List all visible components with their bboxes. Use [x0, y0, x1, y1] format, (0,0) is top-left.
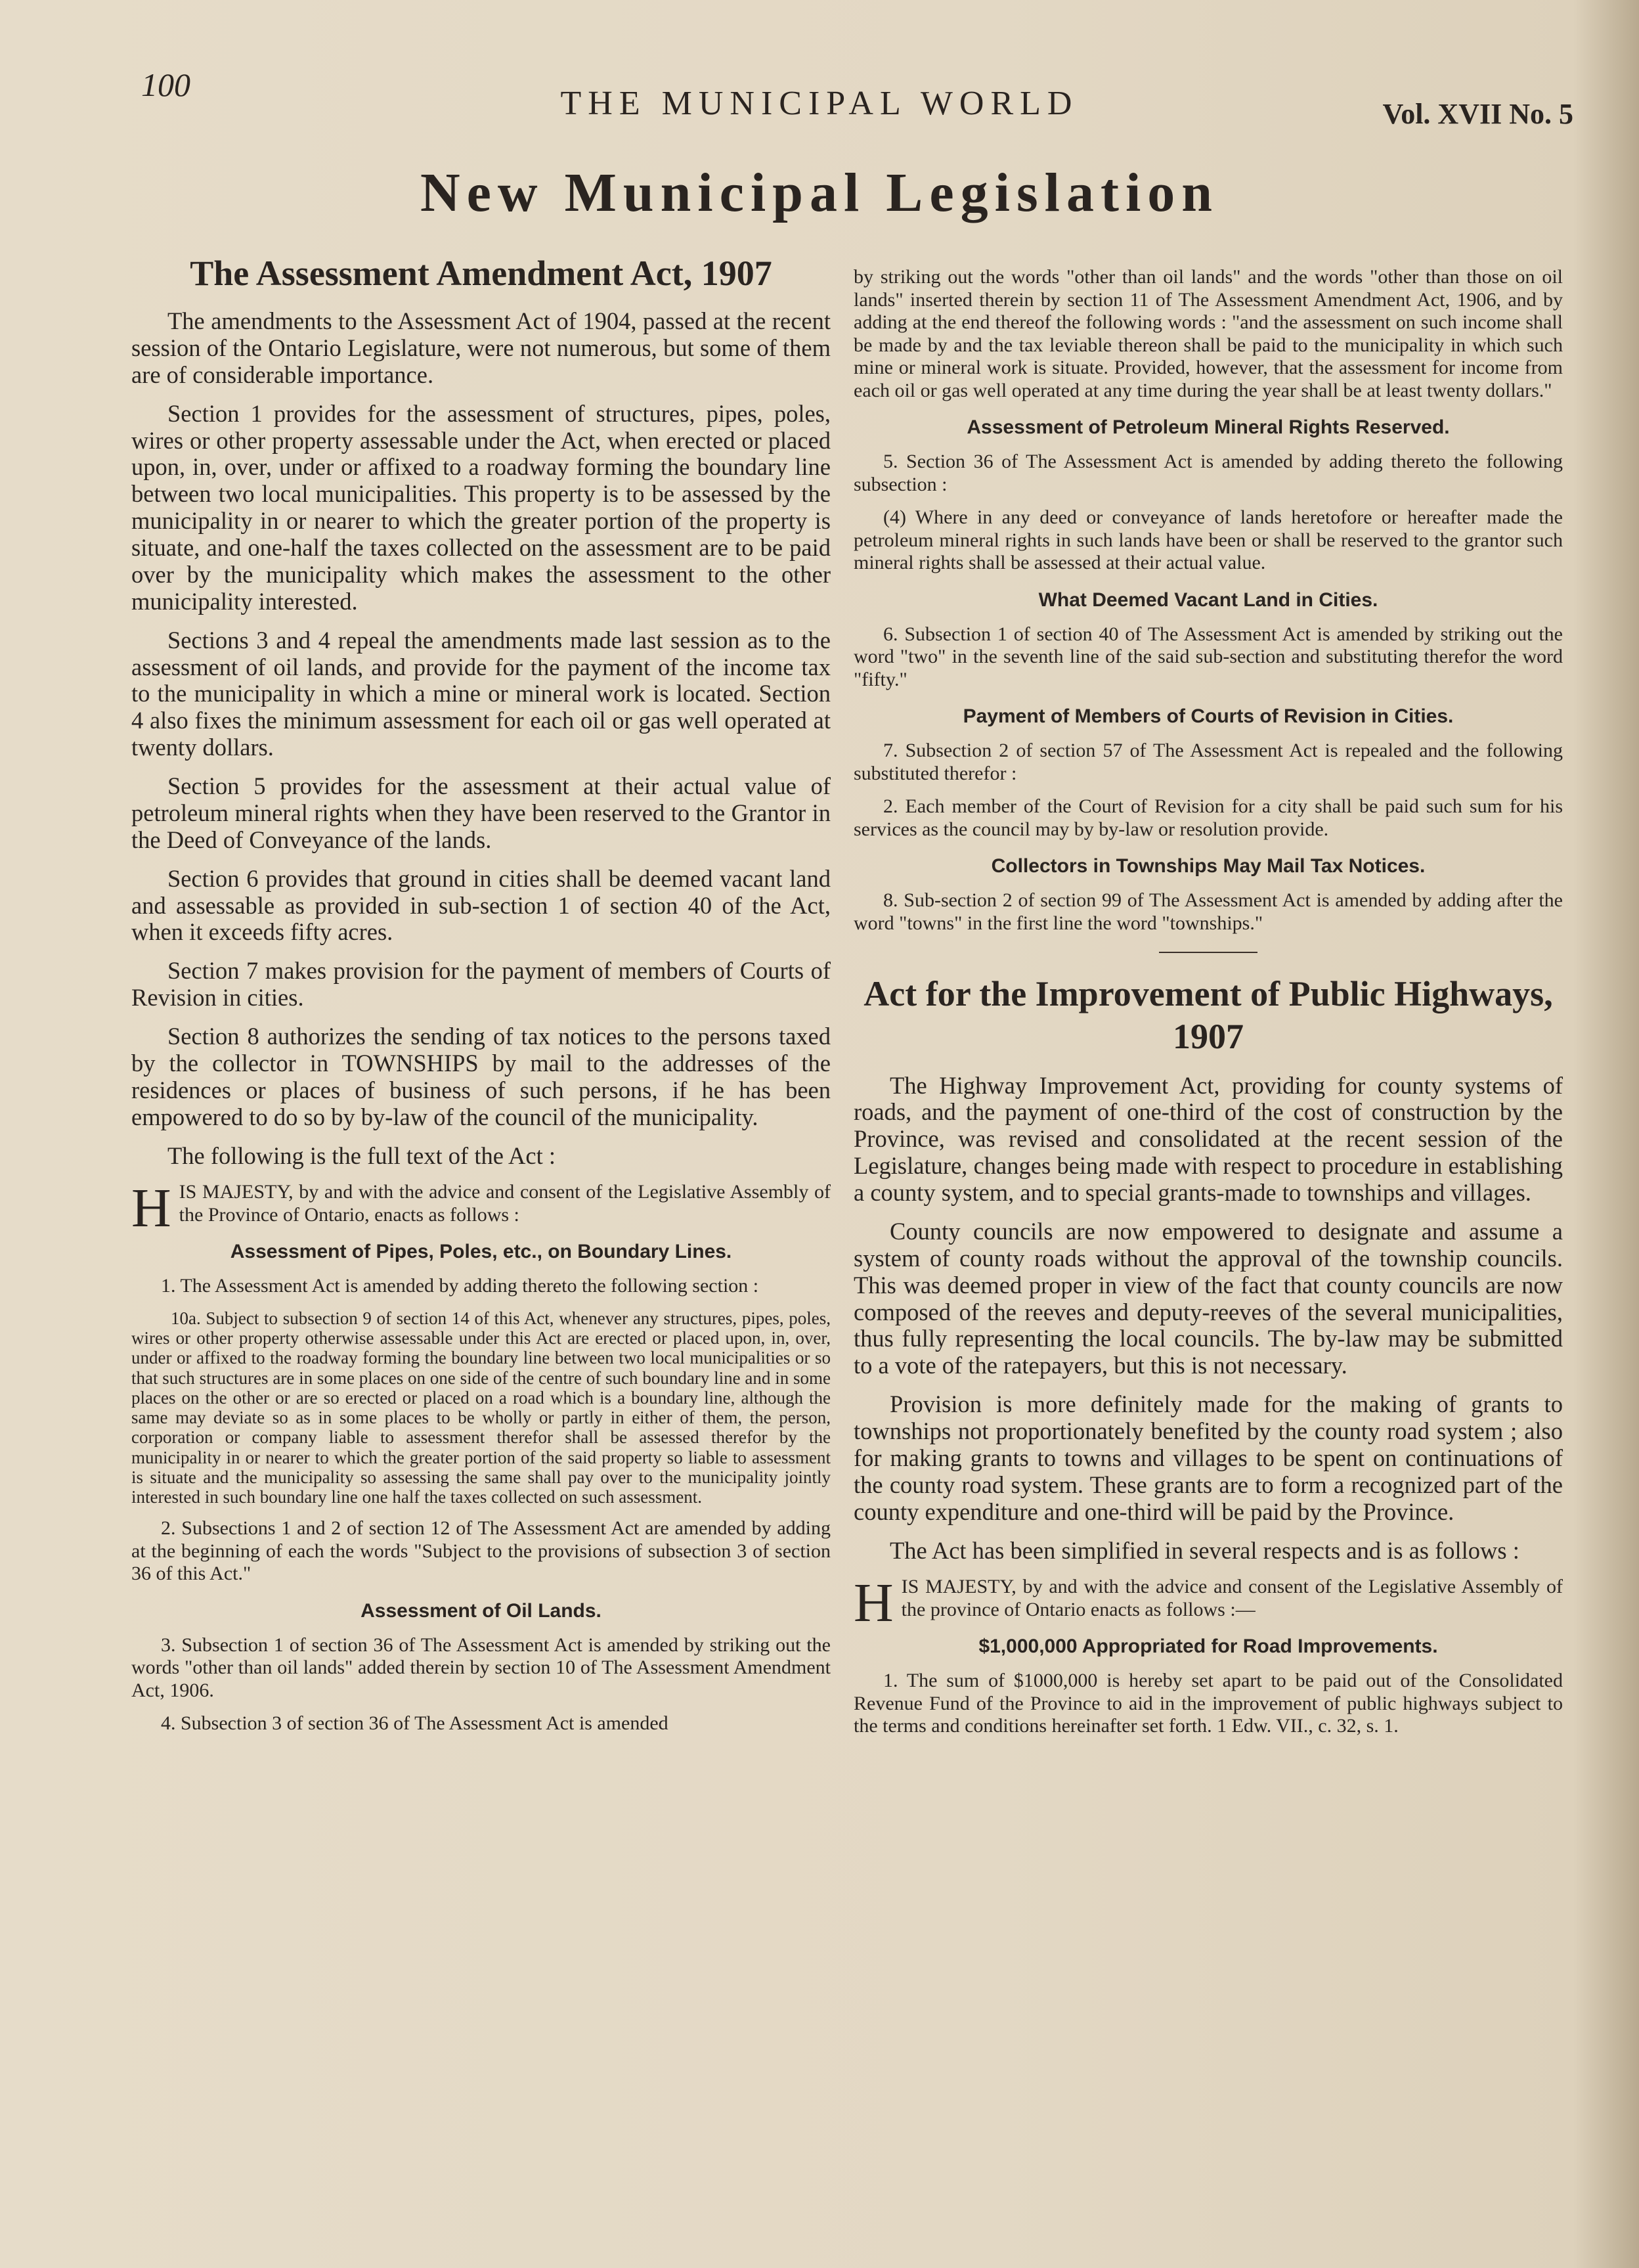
volume-number: Vol. XVII No. 5 — [1382, 98, 1573, 130]
act-subsection: (4) Where in any deed or conveyance of lands heretofore or hereafter made the petroleum mineral rights in such lands have been or shall be reserved to the grantor such mineral rights shall be assessed at their actual value. — [854, 506, 1563, 573]
act-section: 8. Sub-section 2 of section 99 of The Assessment Act is amended by adding after the word "towns" in the first line the word "townships." — [854, 889, 1563, 934]
running-header — [0, 66, 1639, 130]
drop-cap: H — [854, 1572, 894, 1634]
act-section: 5. Section 36 of The Assessment Act is amended by adding thereto the following subsection : — [854, 451, 1563, 495]
page-number: 100 — [141, 66, 190, 103]
act-section: 2. Subsections 1 and 2 of section 12 of The Assessment Act are amended by adding at the beginning of each the words "Subject to the provisions of subsection 3 of section 36 of this Act." — [131, 1517, 831, 1585]
act-section: 4. Subsection 3 of section 36 of The Assessment Act is amended — [161, 1712, 668, 1735]
paragraph: The amendments to the Assessment Act of 1904, passed at the recent session of the Ontario Legislature, were not numerous, but some of them are of considerable importance. — [131, 307, 831, 388]
journal-title: THE MUNICIPAL WORLD — [560, 85, 1079, 122]
act-section: 1. The sum of $1000,000 is hereby set apart to be paid out of the Consolidated Revenue Fund of the Province to aid in the improvement of public highways subject to the terms and conditions hereinafter set forth. 1 Edw. VII., c. 32, s. 1. — [854, 1670, 1563, 1737]
paragraph: The Act has been simplified in several respects and is as follows : — [890, 1536, 1519, 1564]
paragraph: The Highway Improvement Act, providing for county systems of roads, and the payment of one-third of the cost of construction by the Province, was revised and consolidated at the recent session of the Legislature, changes being made with respect to procedure in establishing a county system, and to special grants-made to townships and villages. — [854, 1071, 1563, 1207]
act-section: 3. Subsection 1 of section 36 of The Assessment Act is amended by striking out the words "other than oil lands" added therein by section 10 of The Assessment Amendment Act, 1906. — [131, 1634, 831, 1701]
enacting-clause — [131, 1178, 831, 1239]
paragraph: Sections 3 and 4 repeal the amendments made last session as to the assessment of oil lands, and provide for the payment of the income tax to the municipality in which a mine or mineral work is located. Section 4 also fixes the minimum assessment for each oil or gas well operated at twenty dollars. — [131, 626, 831, 761]
act-section: 7. Subsection 2 of section 57 of The Assessment Act is repealed and the following substituted therefor : — [854, 740, 1563, 784]
act-section-continued: by striking out the words "other than oil lands" and the words "other than those on oil lands" inserted therein by section 11 of The Assessment Amendment Act, 1906, and by adding at the end thereof the following words : "and the assessment on such income shall be made by and the tax leviable thereon shall be paid to the municipality in which such mine or mineral work is situate. Provided, however, that the assessment for income from each oil or gas well operated at any time during the year shall be at least twenty dollars." — [854, 266, 1563, 401]
section-heading: Assessment of Petroleum Mineral Rights Reserved. — [967, 416, 1450, 438]
section-heading: Collectors in Townships May Mail Tax Notices. — [991, 855, 1426, 877]
page-headline: New Municipal Legislation — [420, 162, 1219, 223]
paragraph: County councils are now empowered to designate and assume a system of county roads without the approval of the township councils. This was deemed proper in view of the fact that county councils are now composed of the reeves and deputy-reeves of the several municipalities, thus fully representing the local councils. The by-law may be submitted to a vote of the ratepayers, but this is not necessary. — [854, 1217, 1563, 1379]
left-column — [131, 253, 831, 1746]
act-subsection: 2. Each member of the Court of Revision for a city shall be paid such sum for his services as the council may by by-law or resolution provide. — [854, 795, 1563, 840]
drop-cap: H — [131, 1178, 171, 1239]
paragraph: Section 1 provides for the assessment of structures, pipes, poles, wires or other property assessable under the Act, when erected or placed upon, in, over, under or affixed to a roadway forming the boundary line between two local municipalities. This property is to be assessed by the municipality in or nearer to which the greater portion of the property is situate, and one-half the taxes collected on the assessment are to be paid over by the municipality which makes the assessment to the other municipality interested. — [131, 399, 831, 615]
section-heading: Assessment of Oil Lands. — [361, 1599, 601, 1622]
paragraph: Provision is more definitely made for the making of grants to townships not proportionately benefited by the county road system ; also for making grants to towns and villages to be spent on continuations of the county road system. These grants are to form a recognized part of the county expenditure and one-third will be paid by the Province. — [854, 1390, 1563, 1525]
section-heading: $1,000,000 Appropriated for Road Improvements. — [978, 1635, 1438, 1658]
paragraph: Section 8 authorizes the sending of tax notices to the persons taxed by the collector in TOWNSHIPS by mail to the addresses of the residences or places of business of such persons, if he has been empowered to do so by by-law of the council of the municipality. — [131, 1023, 831, 1130]
act-subsection: 10a. Subject to subsection 9 of section 14 of this Act, whenever any structures, pipes, poles, wires or other property otherwise assessable under this Act are erected or placed upon, in, over, under or affixed to the roadway forming the boundary line between two local municipalities or so that such structures are in some places on one side of the centre of such boundary line and in some places on the other or are so erected or placed on a road which is a boundary line, although the same may deviate so as in some places to be wholly or partly in either of them, the person, corporation or company liable to assessment therefor shall be assessed therefor by the municipality in or nearer to which the greater portion of the said property so liable to assessment is situate and the municipality so assessing the same shall pay over to the municipality jointly interested in such boundary line one half the taxes collected on such assessment. — [131, 1308, 831, 1507]
paragraph: Section 5 provides for the assessment at their actual value of petroleum mineral rights when they have been reserved to the Grantor in the Deed of Conveyance of the lands. — [131, 772, 831, 853]
act-section: 6. Subsection 1 of section 40 of The Assessment Act is amended by striking out the word "two" in the seventh line of the said sub-section and substituting therefor the word "fifty." — [854, 623, 1563, 690]
section-heading: Payment of Members of Courts of Revision in Cities. — [963, 705, 1454, 727]
section-heading: What Deemed Vacant Land in Cities. — [1038, 589, 1378, 611]
section-heading: Assessment of Pipes, Poles, etc., on Boundary Lines. — [230, 1241, 732, 1263]
enacting-clause-text: IS MAJESTY, by and with the advice and consent of the Legislative Assembly of the province of Ontario enacts as follows :— — [901, 1576, 1563, 1620]
right-column — [854, 266, 1563, 1748]
article-title-assessment: The Assessment Amendment Act, 1907 — [190, 254, 772, 293]
paragraph: Section 7 makes provision for the payment of members of Courts of Revision in cities. — [131, 957, 831, 1012]
enacting-clause-text: IS MAJESTY, by and with the advice and consent of the Legislative Assembly of the Province of Ontario, enacts as follows : — [179, 1181, 831, 1226]
enacting-clause — [854, 1572, 1563, 1634]
article-title-highways: Act for the Improvement of Public Highways, 1907 — [863, 974, 1553, 1056]
act-section: 1. The Assessment Act is amended by adding thereto the following section : — [161, 1275, 759, 1297]
paragraph: The following is the full text of the Act : — [167, 1142, 556, 1169]
paragraph: Section 6 provides that ground in cities shall be deemed vacant land and assessable as provided in sub-section 1 of section 40 of the Act, when it exceeds fifty acres. — [131, 864, 831, 946]
divider-rule — [1159, 952, 1257, 953]
